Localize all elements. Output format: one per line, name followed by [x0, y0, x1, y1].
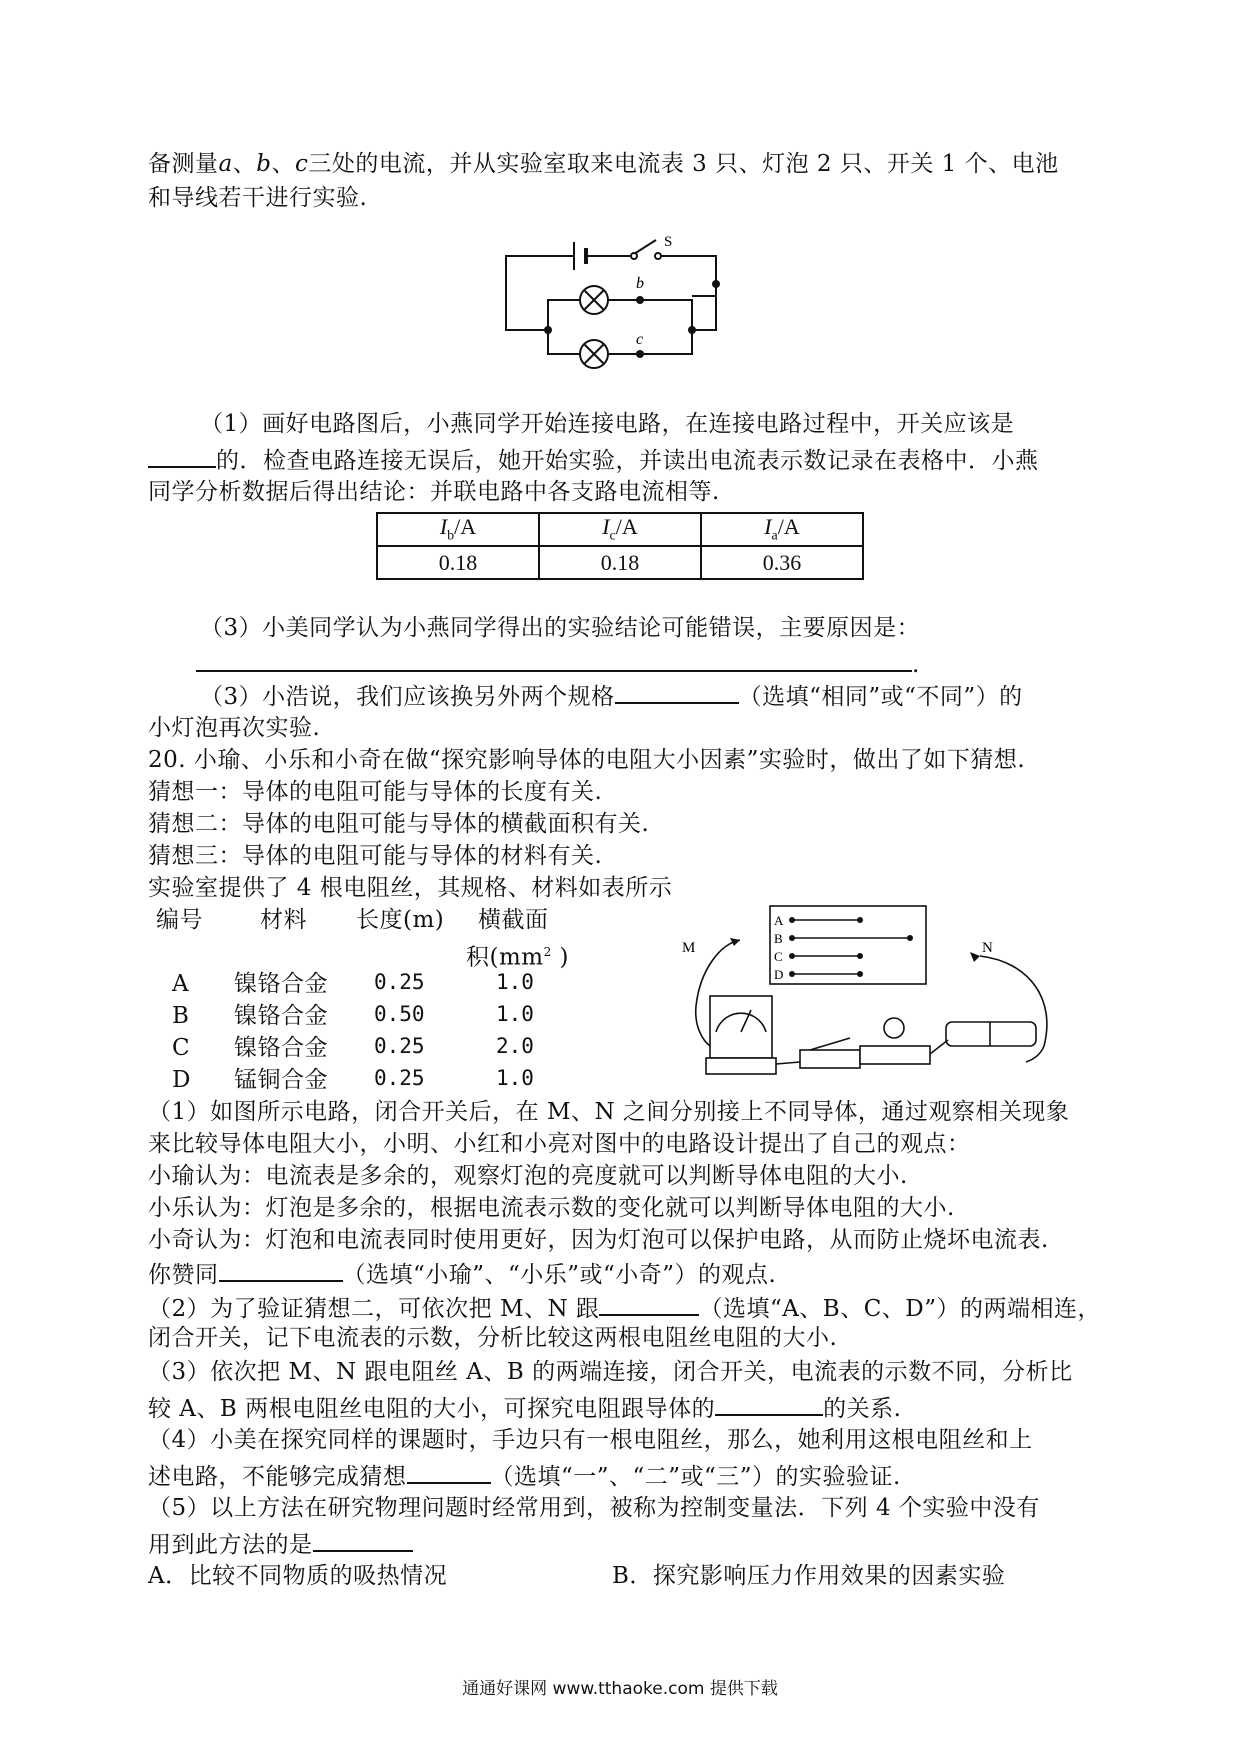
- q2-answer-blank[interactable]: [196, 646, 912, 672]
- board-label-b: B: [774, 931, 783, 946]
- board-label-a: A: [774, 913, 784, 928]
- node-b-label: b: [636, 275, 644, 292]
- terminal-m-label: M: [682, 940, 696, 956]
- q3-line-2: 小灯泡再次实验.: [148, 715, 321, 741]
- s4-line-1: （4）小美在探究同样的课题时，手边只有一根电阻丝，那么，她利用这根电阻丝和上: [148, 1427, 1033, 1453]
- intro-line-2: 和导线若干进行实验.: [148, 185, 368, 211]
- wire-header-material: 材料: [260, 907, 307, 933]
- q2-line-1: （3）小美同学认为小燕同学得出的实验结论可能错误，主要原因是：: [200, 615, 921, 641]
- wire-row-c-length: 0.25: [374, 1034, 425, 1058]
- table-header-ic: $I_c/A$: [539, 513, 701, 546]
- current-table: [376, 512, 864, 580]
- p20-lab-line: 实验室提供了 4 根电阻丝，其规格、材料如表所示: [148, 875, 673, 901]
- q1-answer-blank[interactable]: [148, 442, 216, 468]
- table-row: [377, 513, 863, 546]
- p20-guess-3: 猜想三：导体的电阻可能与导体的材料有关.: [148, 843, 603, 869]
- battery-icon: [946, 1022, 1036, 1046]
- p20-guess-2: 猜想二：导体的电阻可能与导体的横截面积有关.: [148, 811, 650, 837]
- table-header-ib: $I_b/A$: [377, 513, 539, 546]
- s5-line-2: 用到此方法的是: [148, 1526, 413, 1561]
- s1-line-1: （1）如图所示电路，闭合开关后，在 M、N 之间分别接上不同导体，通过观察相关现象: [148, 1099, 1070, 1125]
- q3-line-1: （3）小浩说，我们应该换另外两个规格 （选填“相同”或“不同”）的: [200, 678, 1023, 713]
- experiment-apparatus-illustration: [660, 900, 1060, 1090]
- circuit-wire-top-left: [506, 256, 574, 330]
- q1-line-1: （1）画好电路图后，小燕同学开始连接电路，在连接电路过程中，开关应该是: [200, 411, 1015, 437]
- wire-row-a-length: 0.25: [374, 970, 425, 994]
- wire-row-d-material: 锰铜合金: [234, 1067, 328, 1093]
- table-cell: 0.36: [701, 546, 863, 579]
- wire-row-b-length: 0.50: [374, 1002, 425, 1026]
- wire-row-a-material: 镍铬合金: [234, 971, 328, 997]
- switch-icon: [800, 1050, 860, 1068]
- wire-row-a-area: 1.0: [496, 970, 534, 994]
- s1-line-3: 小瑜认为：电流表是多余的，观察灯泡的亮度就可以判断导体电阻的大小.: [148, 1163, 908, 1189]
- q3-answer-blank[interactable]: [615, 678, 739, 704]
- wire-row-c-id: C: [172, 1035, 191, 1061]
- switch-label: S: [664, 234, 673, 250]
- option-b: B．探究影响压力作用效果的因素实验: [612, 1563, 1006, 1589]
- s4-line-2: 述电路，不能够完成猜想 （选填“一”、“二”或“三”）的实验验证.: [148, 1458, 901, 1493]
- wire-row-d-area: 1.0: [496, 1066, 534, 1090]
- s5-line-1: （5）以上方法在研究物理问题时经常用到，被称为控制变量法．下列 4 个实验中没有: [148, 1495, 1040, 1521]
- circuit-wire-right-link: [692, 296, 716, 330]
- node-c-label: c: [636, 331, 644, 348]
- wire-row-c-area: 2.0: [496, 1034, 534, 1058]
- circuit-wire-c-branch: [548, 330, 692, 354]
- s2-line-2: 闭合开关，记下电流表的示数，分析比较这两根电阻丝电阻的大小.: [148, 1325, 838, 1351]
- circuit-wire-top-right: [660, 256, 716, 296]
- wire-row-b-id: B: [172, 1003, 190, 1029]
- s4-answer-blank[interactable]: [407, 1458, 491, 1484]
- board-label-d: D: [774, 967, 784, 982]
- board-label-c: C: [774, 949, 783, 964]
- terminal-n-label: N: [982, 940, 993, 956]
- s1-answer-blank[interactable]: [219, 1256, 343, 1282]
- wire-row-a-id: A: [172, 971, 190, 997]
- s1-line-2: 来比较导体电阻大小，小明、小红和小亮对图中的电路设计提出了自己的观点：: [148, 1131, 971, 1157]
- table-header-ia: $I_a/A$: [701, 513, 863, 546]
- ammeter-icon: [710, 996, 772, 1058]
- q2-answer-line: .: [196, 646, 920, 681]
- table-cell: 0.18: [377, 546, 539, 579]
- wire-row-d-id: D: [172, 1067, 191, 1093]
- switch-blade: [634, 240, 656, 254]
- wire-row-b-area: 1.0: [496, 1002, 534, 1026]
- q1-line-2: 的．检查电路连接无误后，她开始实验，并读出电流表示数记录在表格中．小燕: [148, 442, 1039, 477]
- wire-row-c-material: 镍铬合金: [234, 1035, 328, 1061]
- table-row: [377, 546, 863, 579]
- wire-header-id: 编号: [156, 907, 203, 933]
- wire-row-d-length: 0.25: [374, 1066, 425, 1090]
- wire-header-area: 横截面: [478, 907, 549, 933]
- intro-line-1: 备测量a、b、c三处的电流，并从实验室取来电流表 3 只、灯泡 2 只、开关 1 个、电池: [148, 151, 1059, 177]
- s2-line-1: （2）为了验证猜想二，可依次把 M、N 跟 （选填“A、B、C、D”）的两端相连，: [148, 1290, 1101, 1325]
- s2-answer-blank[interactable]: [599, 1290, 699, 1316]
- s1-line-6: 你赞同 （选填“小瑜”、“小乐”或“小奇”）的观点.: [148, 1256, 776, 1291]
- s3-line-2: 较 A、B 两根电阻丝电阻的大小，可探究电阻跟导体的 的关系.: [148, 1390, 901, 1425]
- wire-header-length: 长度(m): [356, 907, 445, 933]
- parallel-circuit-diagram: [490, 226, 730, 378]
- bulb-holder-icon: [860, 1046, 930, 1064]
- s1-line-5: 小奇认为：灯泡和电流表同时使用更好，因为灯泡可以保护电路，从而防止烧坏电流表.: [148, 1227, 1049, 1253]
- bulb-icon: [884, 1018, 904, 1038]
- wire-header-area-unit: 积($mm^2$ ): [466, 944, 570, 971]
- s3-answer-blank[interactable]: [715, 1390, 823, 1416]
- s1-line-4: 小乐认为：灯泡是多余的，根据电流表示数的变化就可以判断导体电阻的大小.: [148, 1195, 955, 1221]
- s5-answer-blank[interactable]: [313, 1526, 413, 1552]
- circuit-wire-b-branch: [548, 300, 692, 330]
- page-footer: 通通好课网 www.tthaoke.com 提供下载: [462, 1679, 778, 1699]
- q1-line-3: 同学分析数据后得出结论：并联电路中各支路电流相等.: [148, 479, 720, 505]
- s3-line-1: （3）依次把 M、N 跟电阻丝 A、B 的两端连接，闭合开关，电流表的示数不同，分析比: [148, 1359, 1073, 1385]
- wire-row-b-material: 镍铬合金: [234, 1003, 328, 1029]
- p20-title: 20. 小瑜、小乐和小奇在做“探究影响导体的电阻大小因素”实验时，做出了如下猜想.: [148, 747, 1026, 773]
- table-cell: 0.18: [539, 546, 701, 579]
- option-a: A．比较不同物质的吸热情况: [148, 1563, 448, 1589]
- p20-guess-1: 猜想一：导体的电阻可能与导体的长度有关.: [148, 779, 603, 805]
